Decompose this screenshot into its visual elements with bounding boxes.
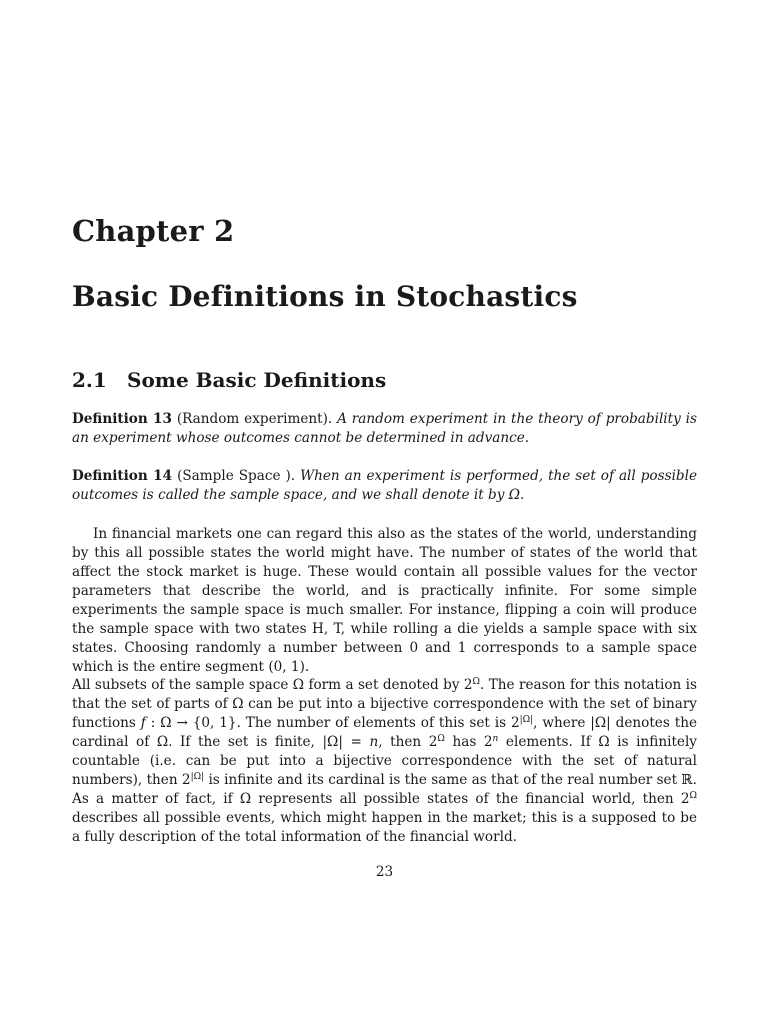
paragraph-text: In financial markets one can regard this also as the states of the world, understanding by this all possible states the world might have. The number of states of the world that affect the stock market is huge. These would contain all possible values for the vector parameters that describe the world, and is practically infinite. For some simple experiments the sample space is much smaller. For instance, flipping a coin will produce the sample space with two states H, T, while rolling a die yields a sample space with six states. Choosing randomly a number between 0 and 1 corresponds to a sample space which is the entire segment (0, 1). [72, 526, 697, 675]
text-run: is infinite and its cardinal is the same as that of the real number set ℝ. As a matter of fact, if Ω represents all possible states of the financial world, then 2 [72, 772, 697, 807]
definition-name: (Random experiment). [176, 411, 333, 427]
text-run: , where |Ω| denotes the cardinal of Ω. If the set is finite, |Ω| = [72, 715, 697, 750]
section-number: 2.1 [72, 368, 107, 392]
paragraph-states-of-world [72, 525, 697, 677]
superscript: Ω [472, 677, 481, 687]
text-run: : Ω → {0, 1}. The number of elements of this set is 2 [145, 715, 520, 731]
definition-body: When an experiment is performed, the set of all possible outcomes is called the sample space, and we shall denote it by Ω. [72, 468, 698, 503]
section-title: Some Basic Definitions [127, 368, 387, 392]
text-run: describes all possible events, which might happen in the market; this is a supposed to be a fully description of the total information of the financial world. [72, 810, 697, 845]
chapter-title: Basic Definitions in Stochastics [72, 280, 578, 313]
text-run: All subsets of the sample space Ω form a set denoted by 2 [72, 677, 473, 693]
superscript: Ω [689, 791, 697, 801]
text-run: . The reason for this notation is that the set of parts of Ω can be put into a bijective correspondence with the set of binary functions [72, 677, 697, 731]
text-run: , then 2 [378, 734, 438, 750]
definition-label: Definition 14 [72, 468, 173, 484]
text-run: elements. If Ω is infinitely countable (i.e. can be put into a bijective correspondence with the set of natural numbers), then 2 [72, 734, 697, 788]
math-variable: f [140, 715, 146, 731]
definition-13 [72, 410, 697, 448]
definition-name: (Sample Space ). [177, 468, 296, 484]
paragraph-subsets [72, 676, 697, 847]
superscript: |Ω| [519, 715, 534, 725]
section-heading [72, 368, 386, 392]
superscript: n [492, 734, 499, 744]
definition-14 [72, 467, 697, 505]
text-run: has 2 [444, 734, 493, 750]
superscript: Ω [437, 734, 445, 744]
definition-label: Definition 13 [72, 411, 172, 427]
superscript: |Ω| [190, 772, 205, 782]
page-number: 23 [375, 864, 394, 880]
math-variable: n [369, 734, 379, 750]
chapter-label: Chapter 2 [72, 214, 235, 248]
definition-body: A random experiment in the theory of probability is an experiment whose outcomes cannot be determined in advance. [72, 411, 697, 446]
document-page [72, 0, 697, 1024]
